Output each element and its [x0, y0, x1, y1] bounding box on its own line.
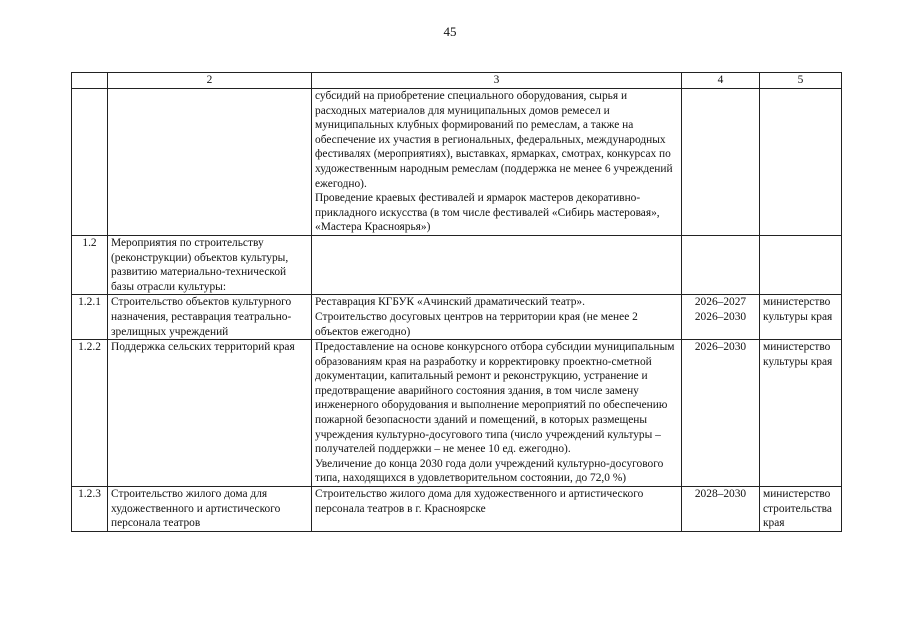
column-header-number	[72, 73, 108, 89]
row-executor: министерство строительства края	[760, 487, 842, 532]
table-row	[72, 487, 842, 532]
row-name: Поддержка сельских территорий края	[108, 340, 312, 487]
content-paragraph: Реставрация КГБУК «Ачинский драматический театр».	[315, 296, 585, 309]
content-paragraph: субсидий на приобретение специального оборудования, сырья и расходных материалов для муниципальных домов ремесел и муниципальных клубных формирований по ремеслам, а также на обеспечение их участия в региональных, федеральных, международных фестивалях (мероприятиях), выставках, ярмарках, смотрах, конкурсах по художественным народным ремеслам (поддержка не менее 6 учреждений ежегодно).	[315, 90, 673, 190]
row-name: Строительство жилого дома для художественного и артистического персонала театров	[108, 487, 312, 532]
content-paragraph: Строительство жилого дома для художественного и артистического персонала театров в г. Красноярске	[315, 488, 644, 515]
column-header-period: 4	[682, 73, 760, 89]
row-content	[312, 89, 682, 236]
page-number: 45	[443, 24, 457, 39]
row-executor	[760, 89, 842, 236]
table-row	[72, 235, 842, 294]
content-paragraph: Проведение краевых фестивалей и ярмарок мастеров декоративно-прикладного искусства (в том числе фестивалей «Сибирь мастеровая», «Мастера Красноярья»)	[315, 192, 660, 234]
row-period	[682, 340, 760, 487]
row-number: 1.2.2	[72, 340, 108, 487]
period-value: 2026–2030	[694, 310, 747, 323]
column-header-executor: 5	[760, 73, 842, 89]
row-period	[682, 487, 760, 532]
row-period	[682, 295, 760, 340]
row-executor: министерство культуры края	[760, 295, 842, 340]
column-header-name: 2	[108, 73, 312, 89]
row-name: Мероприятия по строительству (реконструкции) объектов культуры, развитию материально-технической базы отрасли культуры:	[108, 235, 312, 294]
row-content	[312, 295, 682, 340]
row-number: 1.2.1	[72, 295, 108, 340]
period-value: 2026–2030	[694, 341, 747, 354]
row-number: 1.2	[72, 235, 108, 294]
row-period	[682, 89, 760, 236]
content-paragraph: Предоставление на основе конкурсного отбора субсидии муниципальным образованиям края на разработку и корректировку проектно-сметной документации, капитальный ремонт и реконструкцию, устранение и предотвращение аварийного состояния здания, в том числе замену инженерного оборудования и выполнение мероприятий по обеспечению пожарной безопасности зданий и помещений, в которых размещены учреждения культурно-досугового типа (число учреждений культуры – получателей поддержки – не менее 10 ед. ежегодно).	[315, 341, 675, 456]
row-name: Строительство объектов культурного назначения, реставрация театрально-зрелищных учреждений	[108, 295, 312, 340]
row-content	[312, 487, 682, 532]
period-value: 2028–2030	[694, 488, 747, 501]
program-activities-table	[71, 72, 842, 532]
content-paragraph: Увеличение до конца 2030 года доли учреждений культурно-досугового типа, находящихся в удовлетворительном состоянии, до 72,0 %)	[315, 457, 664, 485]
row-executor	[760, 235, 842, 294]
row-name	[108, 89, 312, 236]
row-content	[312, 340, 682, 487]
row-executor: министерство культуры края	[760, 340, 842, 487]
row-content	[312, 235, 682, 294]
row-period	[682, 235, 760, 294]
table-row	[72, 89, 842, 236]
table-header-row	[72, 73, 842, 89]
row-number	[72, 89, 108, 236]
row-number: 1.2.3	[72, 487, 108, 532]
table-row	[72, 295, 842, 340]
table-row	[72, 340, 842, 487]
column-header-content: 3	[312, 73, 682, 89]
period-value: 2026–2027	[694, 296, 747, 309]
content-paragraph: Строительство досуговых центров на территории края (не менее 2 объектов ежегодно)	[315, 310, 638, 338]
